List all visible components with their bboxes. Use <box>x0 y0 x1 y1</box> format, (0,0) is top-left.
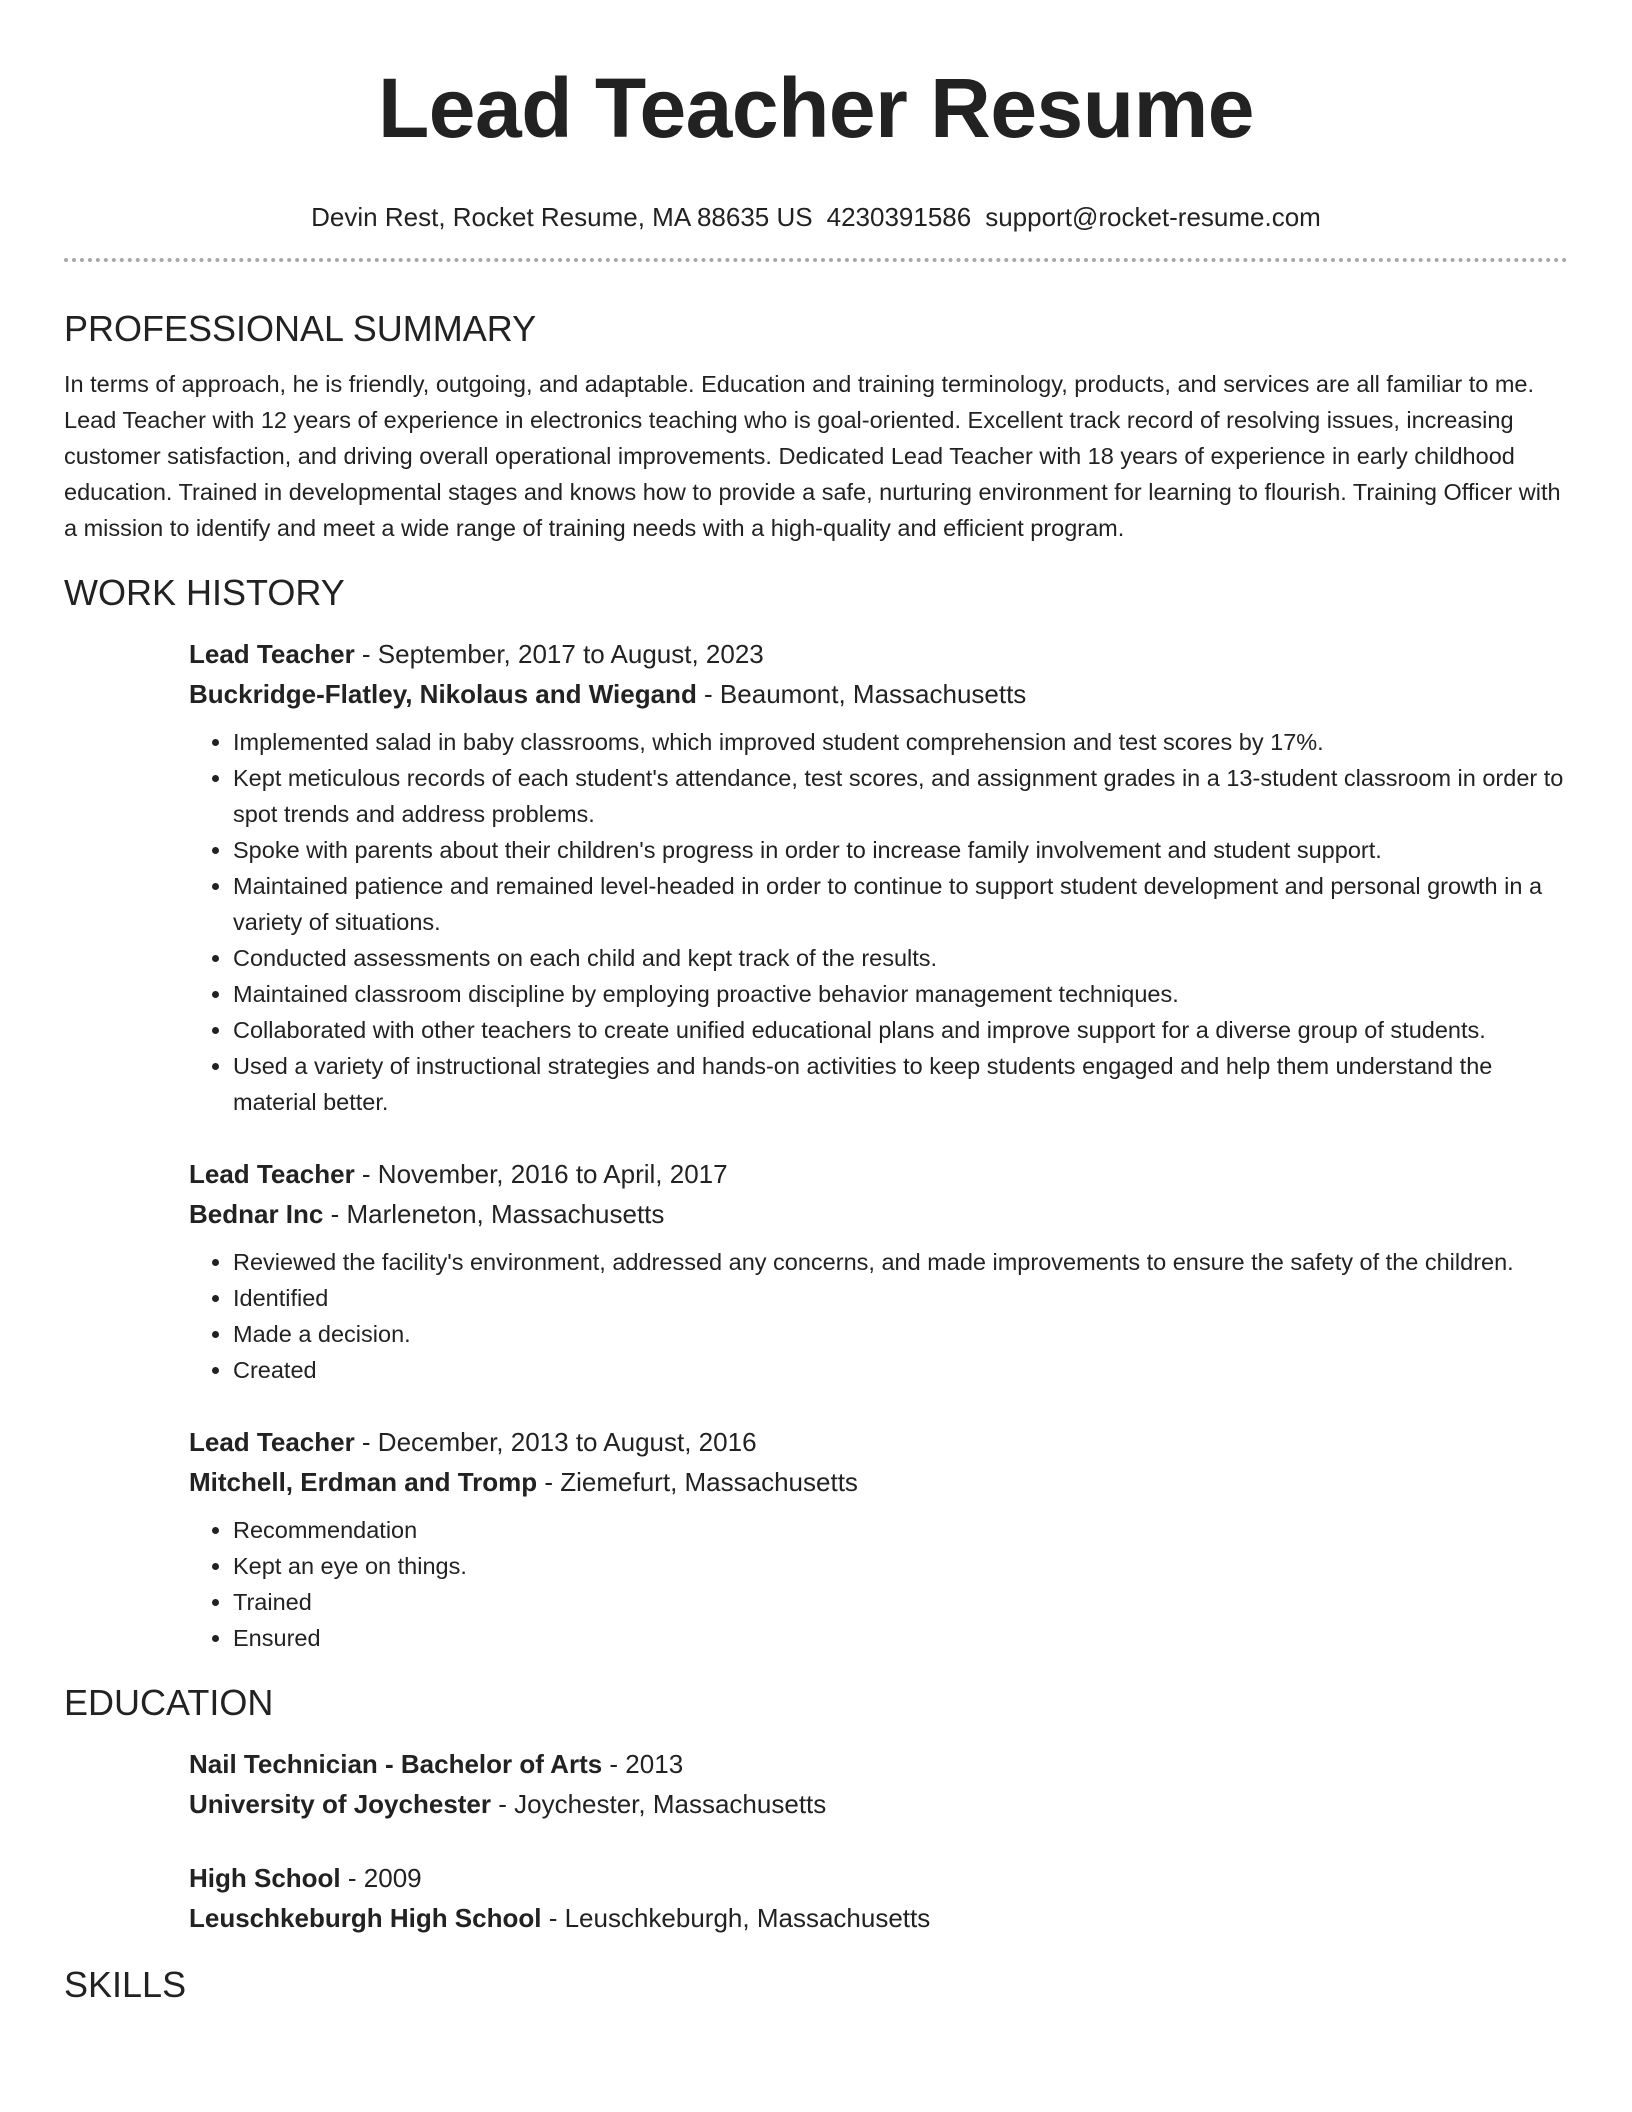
education-entry <box>189 1744 1568 1824</box>
school-name: Leuschkeburgh High School <box>189 1903 542 1933</box>
contact-email: support@rocket-resume.com <box>985 202 1321 232</box>
education-entry <box>189 1858 1568 1938</box>
job-title: Lead Teacher <box>189 1427 355 1457</box>
resume-title: Lead Teacher Resume <box>378 61 1254 155</box>
bullet-item: • Collaborated with other teachers to create unified educational plans and improve support for a diverse group of students. <box>233 1012 1568 1048</box>
job-location: - Marleneton, Massachusetts <box>323 1199 665 1229</box>
degree-line <box>189 1858 1568 1898</box>
contact-phone: 4230391586 <box>826 202 972 232</box>
job-entry <box>189 634 1568 1120</box>
job-entry <box>189 1154 1568 1388</box>
bullet-item: • Maintained classroom discipline by employing proactive behavior management techniques. <box>233 976 1568 1012</box>
job-company-line <box>189 1194 1568 1234</box>
bullet-item: • Implemented salad in baby classrooms, which improved student comprehension and test scores by 17%. <box>233 724 1568 760</box>
bullet-item: • Used a variety of instructional strategies and hands-on activities to keep students engaged and help them understand the material better. <box>233 1048 1568 1120</box>
job-dates: - November, 2016 to April, 2017 <box>354 1159 728 1189</box>
section-heading-work-history: WORK HISTORY <box>64 572 345 613</box>
job-title-line <box>189 1154 1568 1194</box>
school-line <box>189 1898 1568 1938</box>
degree-year: - 2009 <box>340 1863 422 1893</box>
job-title-line <box>189 634 1568 674</box>
section-heading-skills: SKILLS <box>64 1964 187 2005</box>
degree-name: High School <box>189 1863 341 1893</box>
school-location: - Leuschkeburgh, Massachusetts <box>541 1903 931 1933</box>
bullet-item: • Reviewed the facility's environment, addressed any concerns, and made improvements to ensure the safety of the children. <box>233 1244 1568 1280</box>
bullet-item: • Kept an eye on things. <box>233 1548 1568 1584</box>
skills-section <box>64 1964 1568 2006</box>
job-entry <box>189 1422 1568 1656</box>
bullet-item: • Identified <box>233 1280 1568 1316</box>
school-line <box>189 1784 1568 1824</box>
section-heading-summary: PROFESSIONAL SUMMARY <box>64 308 537 349</box>
work-history-section <box>64 572 1568 1656</box>
job-title-line <box>189 1422 1568 1462</box>
education-section <box>64 1682 1568 1938</box>
job-company-line <box>189 1462 1568 1502</box>
job-company: Bednar Inc <box>189 1199 324 1229</box>
bullet-item: • Spoke with parents about their children's progress in order to increase family involvement and student support. <box>233 832 1568 868</box>
job-bullets <box>189 724 1568 1120</box>
bullet-item: • Recommendation <box>233 1512 1568 1548</box>
bullet-item: • Conducted assessments on each child and kept track of the results. <box>233 940 1568 976</box>
job-company: Mitchell, Erdman and Tromp <box>189 1467 538 1497</box>
bullet-item: • Maintained patience and remained level-headed in order to continue to support student development and personal growth in a variety of situations. <box>233 868 1568 940</box>
contact-line <box>64 202 1568 232</box>
bullet-item: • Trained <box>233 1584 1568 1620</box>
section-heading-education: EDUCATION <box>64 1682 274 1723</box>
degree-name: Nail Technician - Bachelor of Arts <box>189 1749 603 1779</box>
summary-text: In terms of approach, he is friendly, outgoing, and adaptable. Education and training terminology, products, and services are all familiar to me. Lead Teacher with 12 years of experience in electronics teaching who is goal-oriented. Excellent track record of resolving issues, increasing customer satisfaction, and driving overall operational improvements. Dedicated Lead Teacher with 18 years of experience in early childhood education. Trained in developmental stages and knows how to provide a safe, nurturing environment for learning to flourish. Training Officer with a mission to identify and meet a wide range of training needs with a high-quality and efficient program. <box>64 371 1561 541</box>
job-title: Lead Teacher <box>189 639 355 669</box>
job-location: - Ziemefurt, Massachusetts <box>537 1467 858 1497</box>
job-company: Buckridge-Flatley, Nikolaus and Wiegand <box>189 679 697 709</box>
school-location: - Joychester, Massachusetts <box>491 1789 827 1819</box>
job-dates: - December, 2013 to August, 2016 <box>354 1427 757 1457</box>
job-title: Lead Teacher <box>189 1159 355 1189</box>
job-bullets <box>189 1512 1568 1656</box>
job-bullets <box>189 1244 1568 1388</box>
bullet-item: • Kept meticulous records of each student's attendance, test scores, and assignment grades in a 13-student classroom in order to spot trends and address problems. <box>233 760 1568 832</box>
bullet-item: • Made a decision. <box>233 1316 1568 1352</box>
bullet-item: • Created <box>233 1352 1568 1388</box>
degree-year: - 2013 <box>602 1749 684 1779</box>
job-company-line <box>189 674 1568 714</box>
header-divider <box>64 258 1568 262</box>
degree-line <box>189 1744 1568 1784</box>
job-location: - Beaumont, Massachusetts <box>696 679 1027 709</box>
job-dates: - September, 2017 to August, 2023 <box>354 639 764 669</box>
contact-address: Devin Rest, Rocket Resume, MA 88635 US <box>311 202 813 232</box>
bullet-item: • Ensured <box>233 1620 1568 1656</box>
school-name: University of Joychester <box>189 1789 492 1819</box>
